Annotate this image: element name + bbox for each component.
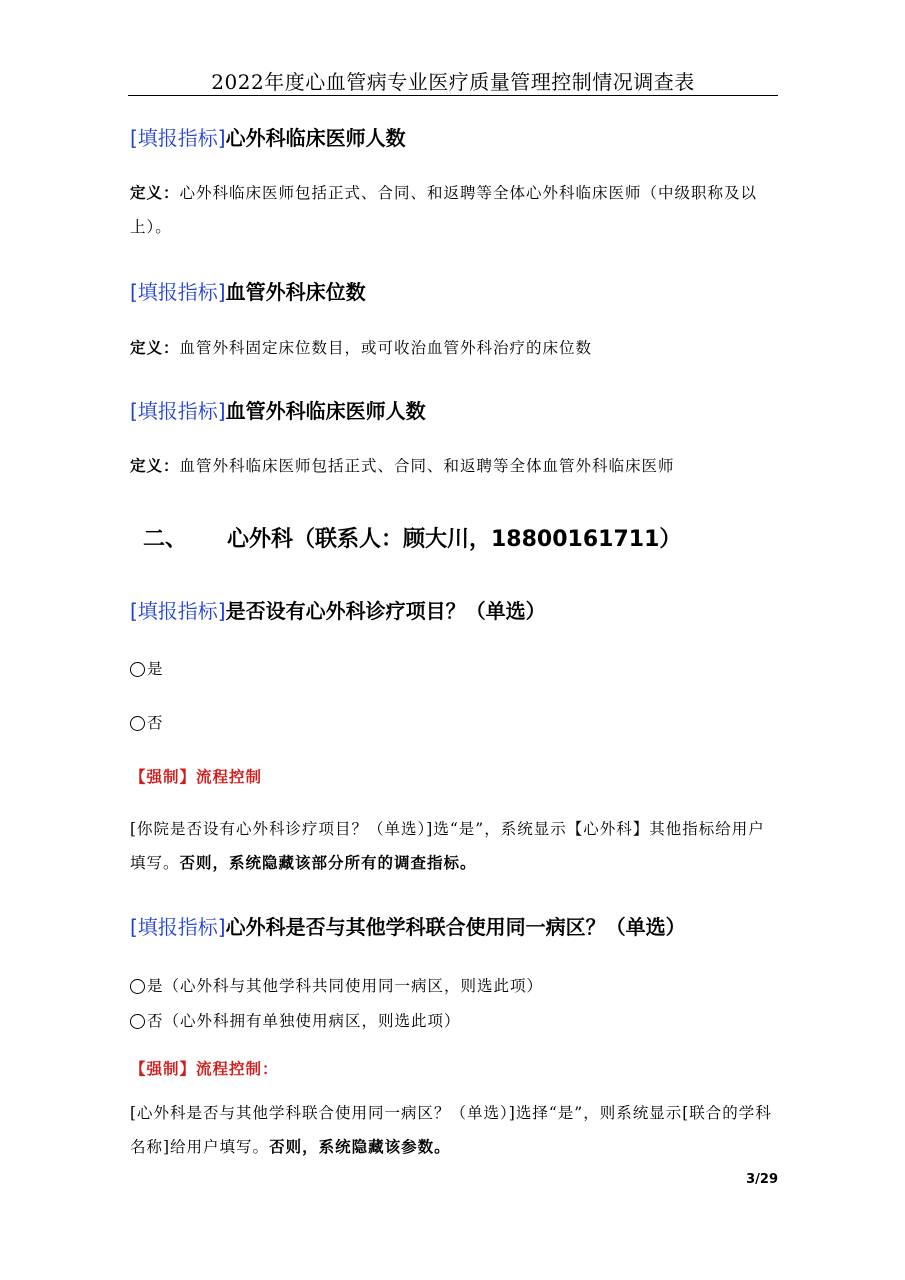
question-heading [130,911,686,940]
radio-option-no[interactable] [130,711,164,733]
indicator-definition [130,176,780,244]
indicator-definition [130,449,780,483]
option-label: 是（心外科与其他学科共同使用同一病区，则选此项） [147,977,544,995]
definition-label: 定义： [130,339,180,357]
page-number: 3/29 [746,1172,778,1187]
definition-label: 定义： [130,184,180,202]
definition-label: 定义： [130,457,180,475]
radio-option-yes[interactable] [130,974,543,996]
option-label: 否 [147,714,164,732]
definition-text: 心外科临床医师包括正式、合同、和返聘等全体心外科临床医师（中级职称及以上）。 [130,184,758,236]
section-heading [143,522,681,553]
definition-text: 血管外科固定床位数目，或可收治血管外科治疗的床位数 [179,339,593,357]
radio-option-yes[interactable] [130,657,164,679]
header-divider [128,95,778,96]
indicator-tag: [填报指标] [130,915,226,939]
indicator-tag: [填报指标] [130,126,226,150]
radio-option-no[interactable] [130,1009,461,1031]
question-title: 心外科是否与其他学科联合使用同一病区？（单选） [225,915,686,939]
control-bold-text: 否则，系统隐藏该部分所有的调查指标。 [179,854,477,872]
document-header-title: 2022年度心血管病专业医疗质量管理控制情况调查表 [211,70,695,94]
radio-circle-icon[interactable] [130,662,145,677]
radio-circle-icon[interactable] [130,1014,145,1029]
control-label: 【强制】流程控制： [130,1060,279,1078]
control-text: [你院是否设有心外科诊疗项目？（单选）]选“是”，系统显示【心外科】其他指标给用户填写。 [130,820,765,872]
indicator-tag: [填报指标] [130,399,226,423]
definition-text: 血管外科临床医师包括正式、合同、和返聘等全体血管外科临床医师 [179,457,675,475]
option-label: 是 [147,660,164,678]
indicator-heading [130,395,426,424]
control-description [130,812,780,880]
control-description [130,1096,780,1164]
question-heading [130,595,546,624]
indicator-definition [130,331,780,365]
radio-circle-icon[interactable] [130,979,145,994]
radio-circle-icon[interactable] [130,716,145,731]
indicator-tag: [填报指标] [130,280,226,304]
indicator-name: 血管外科临床医师人数 [225,399,426,423]
control-text: [心外科是否与其他学科联合使用同一病区？（单选）]选择“是”，则系统显示[联合的学科名称]给用户填写。 [130,1104,772,1156]
control-label: 【强制】流程控制 [130,768,263,786]
option-label: 否（心外科拥有单独使用病区，则选此项） [147,1012,461,1030]
indicator-name: 心外科临床医师人数 [225,126,406,150]
indicator-heading [130,122,406,151]
indicator-heading [130,276,366,305]
indicator-tag: [填报指标] [130,599,226,623]
indicator-name: 血管外科床位数 [225,280,366,304]
question-title: 是否设有心外科诊疗项目？（单选） [225,599,546,623]
control-bold-text: 否则，系统隐藏该参数。 [269,1138,451,1156]
section-title: 心外科（联系人：顾大川，18800161711） [227,527,682,552]
section-number: 二、 [143,527,188,552]
